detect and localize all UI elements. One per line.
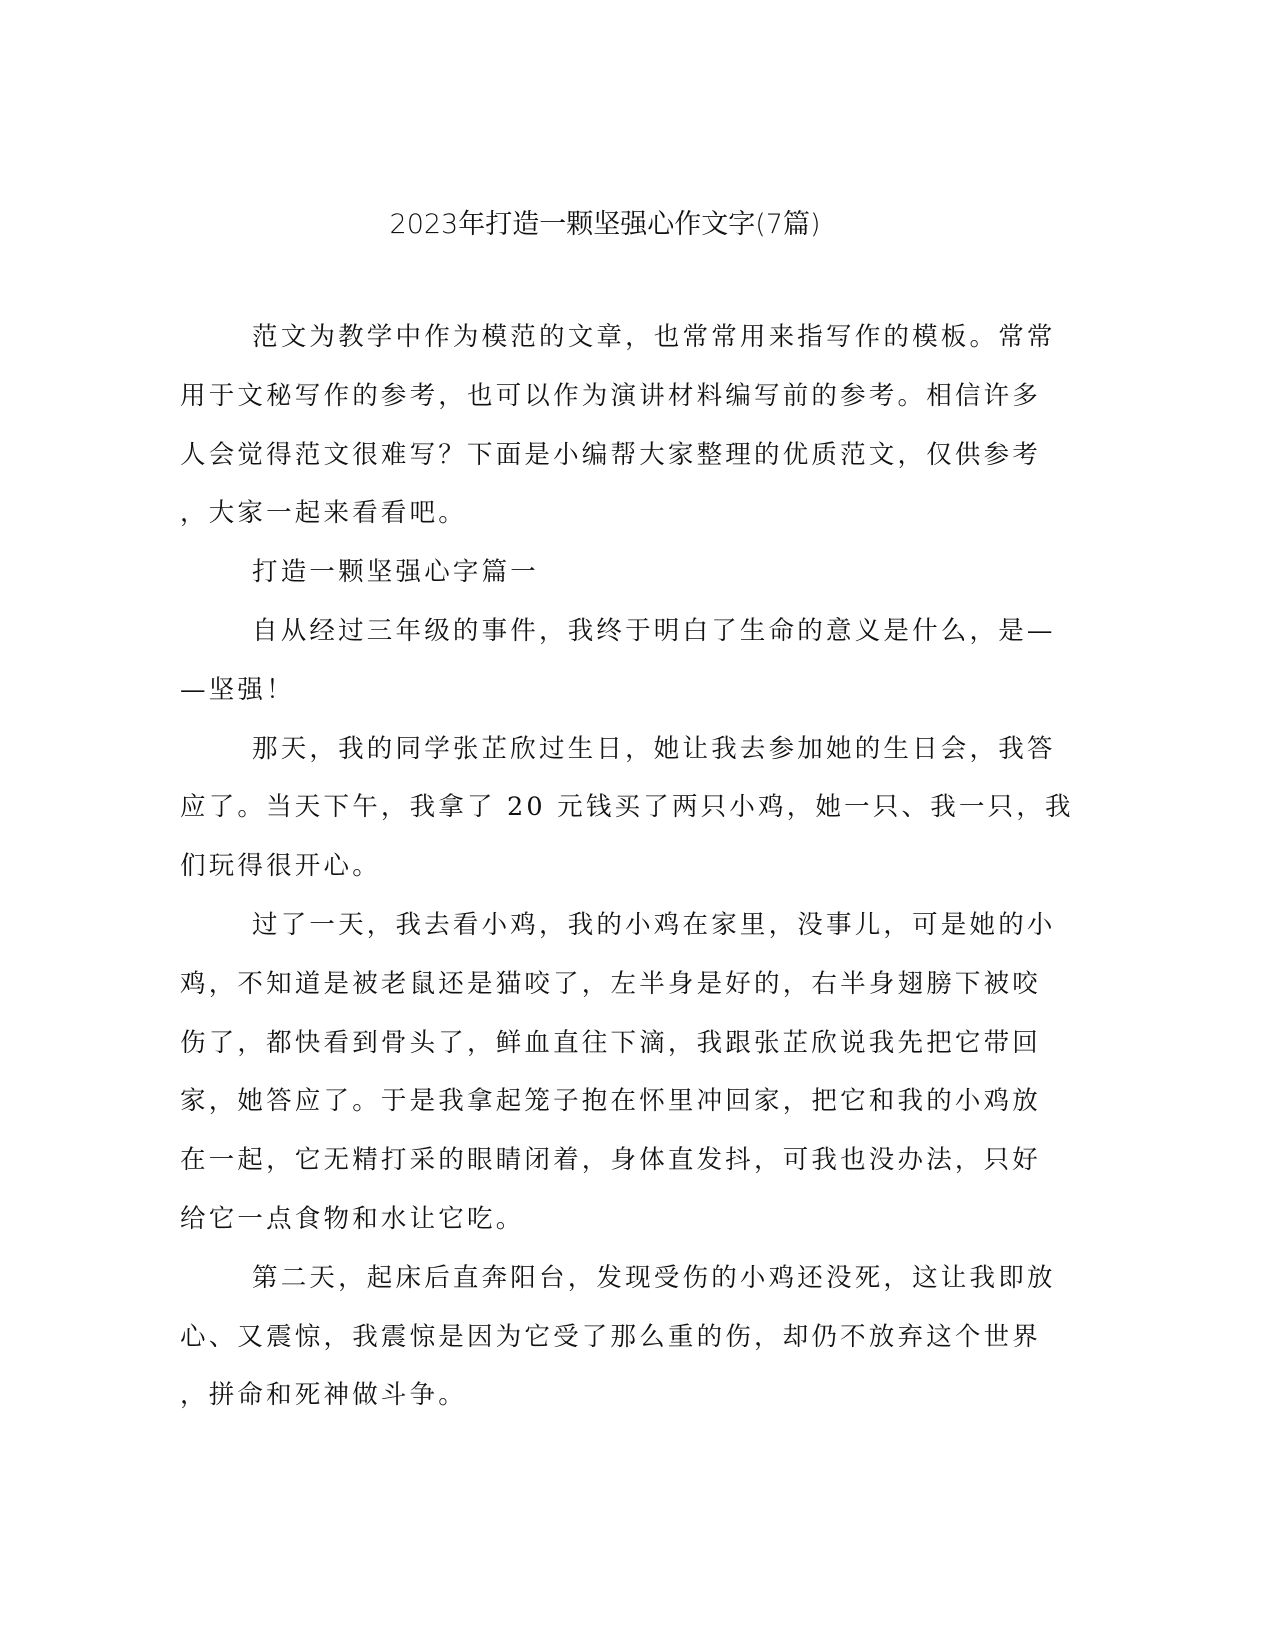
text-line: —坚强！ (180, 674, 295, 705)
text-line: 伤了，都快看到骨头了，鲜血直往下滴，我跟张芷欣说我先把它带回 (180, 1027, 1042, 1058)
text-line: 人会觉得范文很难写？下面是小编帮大家整理的优质范文，仅供参考 (180, 439, 1042, 470)
text-line: 给它一点食物和水让它吃。 (180, 1203, 525, 1234)
text-line: 应了。当天下午，我拿了 20 元钱买了两只小鸡，她一只、我一只，我 (180, 792, 1074, 823)
paragraph (180, 308, 1056, 543)
text-line: 自从经过三年级的事件，我终于明白了生命的意义是什么，是— (252, 615, 1056, 646)
document-body (180, 308, 1074, 1425)
text-line: 用于文秘写作的参考，也可以作为演讲材料编写前的参考。相信许多 (180, 380, 1042, 411)
paragraph (180, 602, 1056, 720)
text-line: 打造一颗坚强心字篇一 (252, 557, 540, 588)
text-line: 范文为教学中作为模范的文章，也常常用来指写作的模板。常常 (252, 322, 1056, 352)
text-line: 家，她答应了。于是我拿起笼子抱在怀里冲回家，把它和我的小鸡放 (180, 1086, 1042, 1117)
text-line: ，大家一起来看看吧。 (180, 498, 468, 529)
paragraph (180, 1249, 1056, 1425)
text-line: 第二天，起床后直奔阳台，发现受伤的小鸡还没死，这让我即放 (252, 1262, 1056, 1293)
text-line: 们玩得很开心。 (180, 851, 381, 882)
text-line: 那天，我的同学张芷欣过生日，她让我去参加她的生日会，我答 (252, 733, 1056, 764)
text-line: ，拼命和死神做斗争。 (180, 1380, 468, 1411)
paragraph (180, 720, 1074, 896)
document-title: 2023年打造一颗坚强心作文字(7篇) (389, 209, 821, 240)
text-line: 过了一天，我去看小鸡，我的小鸡在家里，没事儿，可是她的小 (252, 909, 1056, 940)
text-line: 鸡，不知道是被老鼠还是猫咬了，左半身是好的，右半身翅膀下被咬 (180, 968, 1042, 999)
text-line: 心、又震惊，我震惊是因为它受了那么重的伤，却仍不放弃这个世界 (180, 1321, 1042, 1352)
paragraph (180, 543, 1030, 602)
text-line: 在一起，它无精打采的眼睛闭着，身体直发抖，可我也没办法，只好 (180, 1145, 1042, 1176)
paragraph (180, 896, 1056, 1249)
